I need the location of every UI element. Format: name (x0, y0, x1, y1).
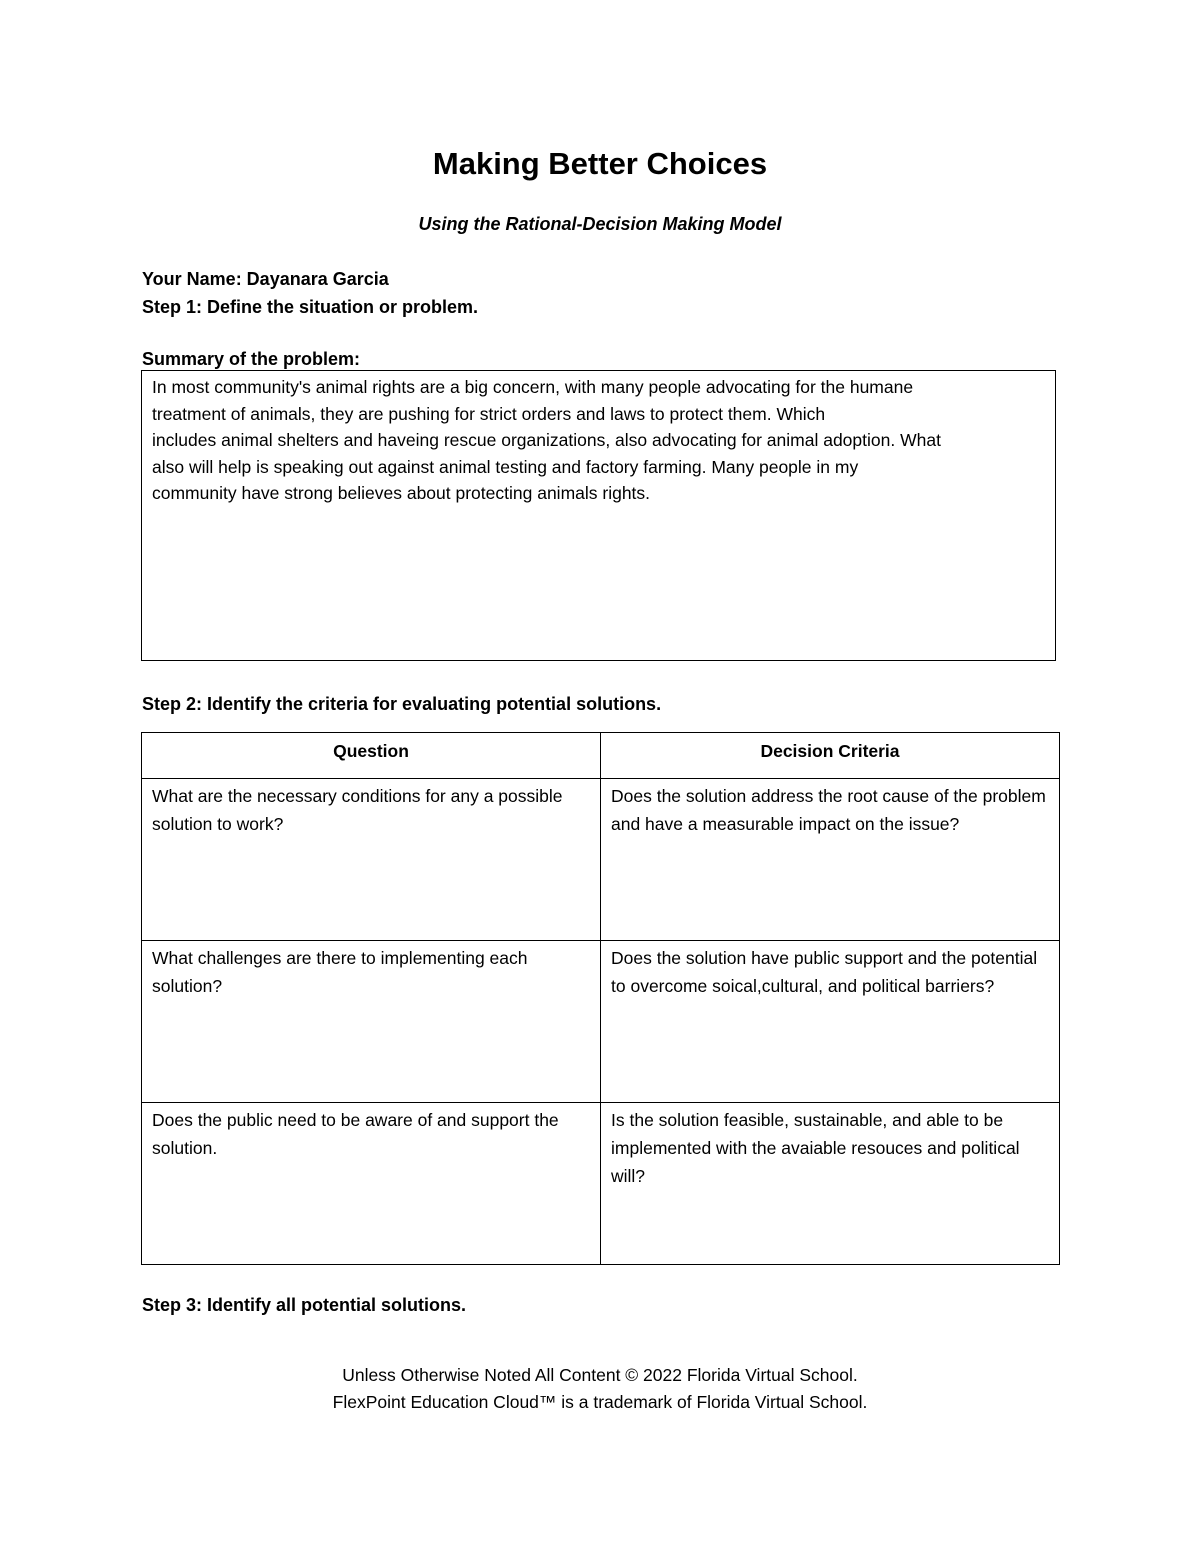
document-subtitle: Using the Rational-Decision Making Model (418, 214, 782, 234)
step2-heading: Step 2: Identify the criteria for evaluating potential solutions. (142, 694, 662, 714)
footer-copyright: Unless Otherwise Noted All Content © 2022 Florida Virtual School. (342, 1365, 858, 1385)
question-cell[interactable]: Does the public need to be aware of and support the solution. (142, 1103, 601, 1265)
summary-line: also will help is speaking out against animal testing and factory farming. Many people in my (152, 456, 859, 477)
column-header-decision-criteria: Decision Criteria (601, 733, 1060, 779)
table-row (142, 1103, 1060, 1265)
criteria-table (141, 732, 1060, 1265)
question-cell[interactable]: What are the necessary conditions for any a possible solution to work? (142, 779, 601, 941)
summary-text-box[interactable] (141, 370, 1056, 661)
step3-heading: Step 3: Identify all potential solutions. (142, 1295, 467, 1315)
summary-line: community have strong believes about protecting animals rights. (152, 483, 651, 503)
summary-line: treatment of animals, they are pushing for strict orders and laws to protect them. Which (152, 403, 826, 424)
step1-heading: Step 1: Define the situation or problem. (142, 297, 479, 317)
criteria-cell[interactable]: Does the solution address the root cause of the problem and have a measurable impact on the issue? (601, 779, 1060, 941)
table-row (142, 779, 1060, 941)
criteria-table-header-row (142, 733, 1060, 779)
student-name-line: Your Name: Dayanara Garcia (142, 269, 389, 289)
table-row (142, 941, 1060, 1103)
summary-line: In most community's animal rights are a big concern, with many people advocating for the humane (152, 377, 914, 397)
summary-label: Summary of the problem: (142, 349, 361, 369)
summary-line: includes animal shelters and haveing rescue organizations, also advocating for animal adoption. What (152, 430, 941, 450)
footer-trademark: FlexPoint Education Cloud™ is a trademark of Florida Virtual School. (332, 1392, 868, 1412)
document-title: Making Better Choices (432, 146, 768, 181)
criteria-cell[interactable]: Does the solution have public support and the potential to overcome soical,cultural, and political barriers? (601, 941, 1060, 1103)
column-header-question: Question (142, 733, 601, 779)
question-cell[interactable]: What challenges are there to implementing each solution? (142, 941, 601, 1103)
criteria-cell[interactable]: Is the solution feasible, sustainable, and able to be implemented with the avaiable resouces and political will? (601, 1103, 1060, 1265)
